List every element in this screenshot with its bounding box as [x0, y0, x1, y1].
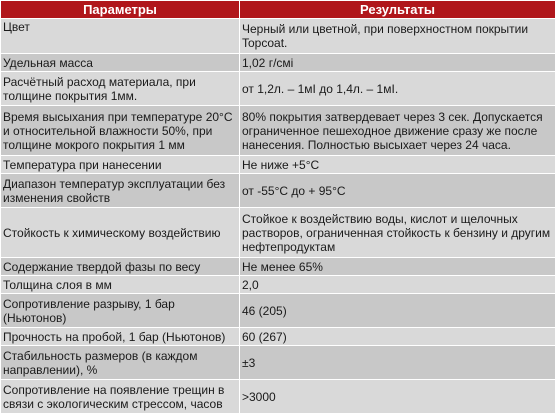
param-cell: Температура при нанесении: [1, 156, 240, 174]
param-cell: Цвет: [1, 19, 240, 54]
table-row: [1, 380, 556, 414]
table-row: [1, 174, 556, 208]
table-row: [1, 208, 556, 258]
table-header-row: [1, 1, 556, 19]
param-cell: Диапазон температур эксплуатации без изменения свойств: [1, 174, 240, 208]
table-row: [1, 328, 556, 346]
table-row: [1, 258, 556, 276]
header-params: Параметры: [1, 1, 240, 19]
table-row: [1, 346, 556, 380]
result-cell: от -55°С до + 95°С: [240, 174, 556, 208]
result-cell: 60 (267): [240, 328, 556, 346]
result-cell: Не менее 65%: [240, 258, 556, 276]
param-cell: Толщина слоя в мм: [1, 276, 240, 294]
result-cell: 80% покрытия затвердевает через 3 сек. Допускается ограниченное пешеходное движение сразу же после нанесения. Полностью высыхает через 24 часа.: [240, 106, 556, 156]
param-cell: Стойкость к химическому воздействию: [1, 208, 240, 258]
result-cell: Стойкое к воздействию воды, кислот и щелочных растворов, ограниченная стойкость к бензину и другим нефтепродуктам: [240, 208, 556, 258]
result-cell: 2,0: [240, 276, 556, 294]
param-cell: Сопротивление на появление трещин в связи с экологическим стрессом, часов: [1, 380, 240, 414]
header-results: Результаты: [240, 1, 556, 19]
table-row: [1, 19, 556, 54]
result-cell: от 1,2л. – 1мІ до 1,4л. – 1мІ.: [240, 72, 556, 106]
result-cell: Не ниже +5°С: [240, 156, 556, 174]
param-cell: Время высыхания при температуре 20°С и относительной влажности 50%, при толщине мокрого покрытия 1 мм: [1, 106, 240, 156]
param-cell: Прочность на пробой, 1 бар (Ньютонов): [1, 328, 240, 346]
table-row: [1, 156, 556, 174]
table-row: [1, 54, 556, 72]
table-row: [1, 106, 556, 156]
param-cell: Стабильность размеров (в каждом направлении), %: [1, 346, 240, 380]
result-cell: >3000: [240, 380, 556, 414]
result-cell: Черный или цветной, при поверхностном покрытии Topcoat.: [240, 19, 556, 54]
table-row: [1, 72, 556, 106]
table-row: [1, 294, 556, 328]
param-cell: Сопротивление разрыву, 1 бар (Ньютонов): [1, 294, 240, 328]
param-cell: Удельная масса: [1, 54, 240, 72]
param-cell: Расчётный расход материала, при толщине покрытия 1мм.: [1, 72, 240, 106]
table-row: [1, 276, 556, 294]
result-cell: ±3: [240, 346, 556, 380]
result-cell: 1,02 г/смі: [240, 54, 556, 72]
result-cell: 46 (205): [240, 294, 556, 328]
param-cell: Содержание твердой фазы по весу: [1, 258, 240, 276]
